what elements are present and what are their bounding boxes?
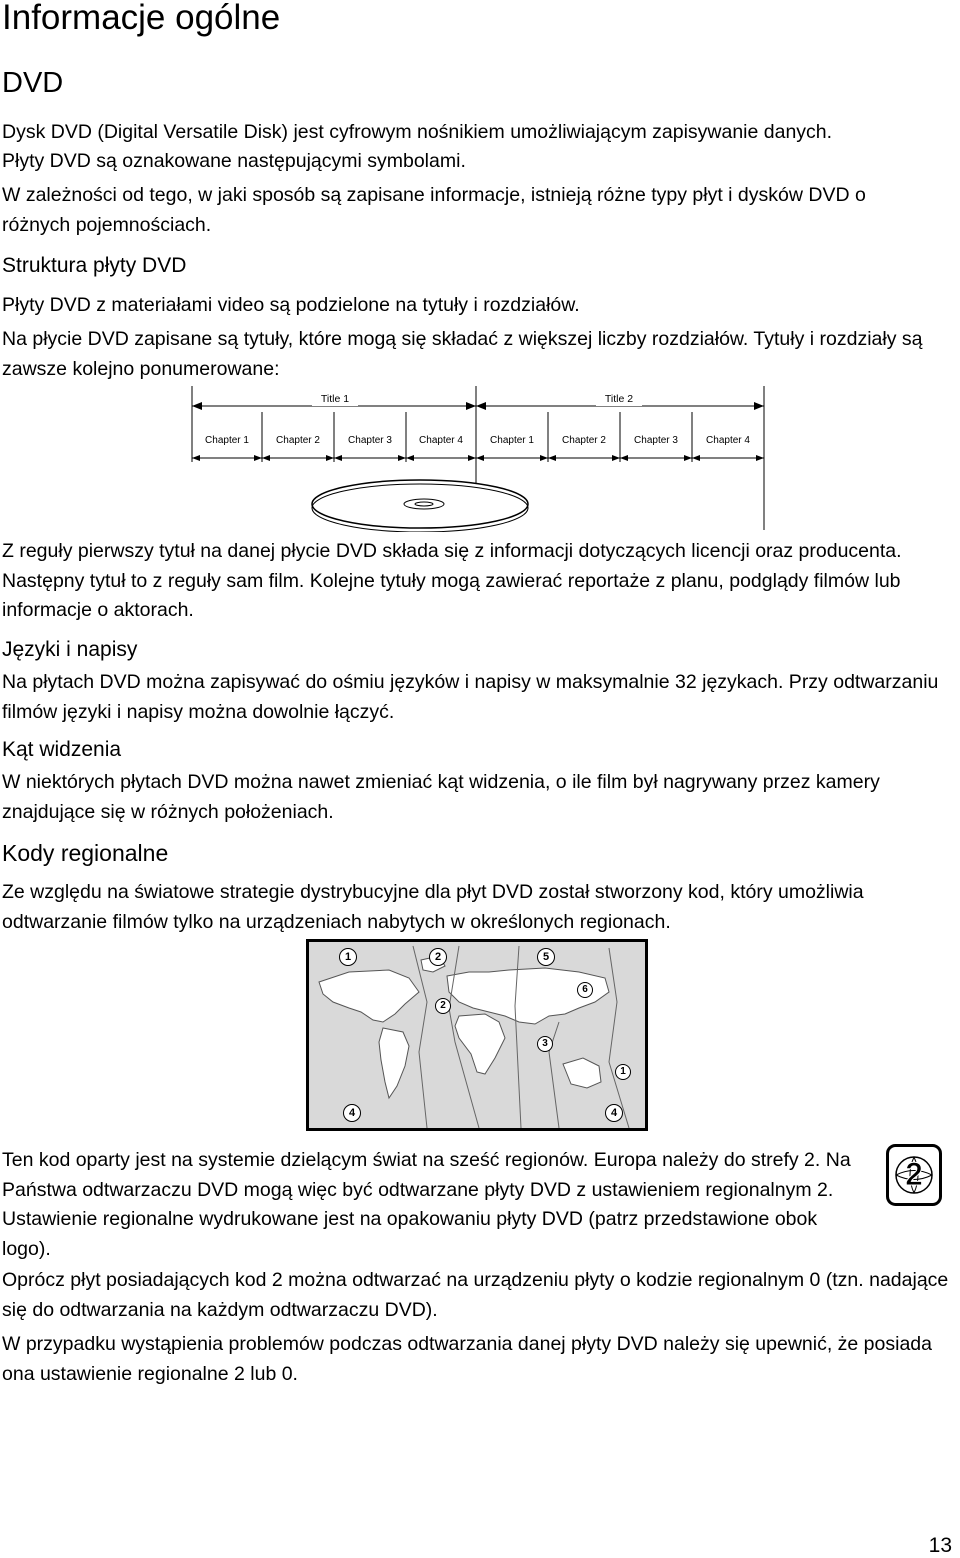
- region-marker: 4: [343, 1104, 361, 1122]
- regions-text: Ze względu na światowe strategie dystrybucyjne dla płyt DVD został stworzony kod, który umożliwia odtwarzanie filmów tylko na urządzeniach nabytych w określonych regionach.: [2, 881, 864, 933]
- region-2-logo: [886, 1144, 942, 1206]
- title-label-2: Title 2: [604, 393, 634, 405]
- region-zero-paragraph: Oprócz płyt posiadających kod 2 można odtwarzać na urządzeniu płyty o kodzie regionalnym 0 (tzn. nadające się do odtwarzania na każdym odtwarzaczu DVD).: [2, 1269, 949, 1321]
- structure-paragraph-2: Na płycie DVD zapisane są tytuły, które mogą się składać z większej liczby rozdziałów. Tytuły i rozdziały są zawsze kolejno ponumerowane:: [2, 328, 923, 380]
- page-number: 13: [928, 1534, 952, 1557]
- intro-paragraph-3: W zależności od tego, w jaki sposób są zapisane informacje, istnieją różne typy płyt i dysków DVD o różnych pojemnościach.: [2, 184, 866, 236]
- disc-illustration: [312, 462, 528, 532]
- languages-heading: Języki i napisy: [2, 638, 138, 661]
- angle-text: W niektórych płytach DVD można nawet zmieniać kąt widzenia, o ile film był nagrywany przez kamery znajdujące się w różnych położeniach.: [2, 771, 880, 823]
- region-marker: 2: [429, 948, 447, 966]
- intro-paragraph-2: Płyty DVD są oznakowane następującymi symbolami.: [2, 150, 466, 172]
- region-marker: 5: [537, 948, 555, 966]
- region-marker: 2: [435, 998, 451, 1014]
- chapter-label: Chapter 4: [419, 435, 463, 446]
- region-marker: 1: [615, 1064, 631, 1080]
- chapter-label: Chapter 1: [205, 435, 249, 446]
- chapter-label: Chapter 2: [276, 435, 320, 446]
- region-marker: 1: [339, 948, 357, 966]
- languages-text: Na płytach DVD można zapisywać do ośmiu języków i napisy w maksymalnie 32 językach. Przy odtwarzaniu filmów języki i napisy można dowolnie łączyć.: [2, 671, 939, 723]
- chapter-label: Chapter 1: [490, 435, 534, 446]
- chapter-row: [192, 412, 764, 462]
- region-logo-number: 2: [905, 1156, 923, 1192]
- chapter-label: Chapter 4: [706, 435, 750, 446]
- title-label-1: Title 1: [320, 393, 350, 405]
- regions-heading: Kody regionalne: [2, 840, 169, 866]
- region-code-paragraph: Ten kod oparty jest na systemie dzielącym świat na sześć regionów. Europa należy do strefy 2. Na Państwa odtwarzaczu DVD mogą więc być odtwarzane płyty DVD z ustawieniem regionalnym 2. Ustawienie regionalne wydrukowane jest na opakowaniu płyty DVD (patrz przedstawione obok logo).: [2, 1149, 851, 1260]
- intro-paragraph-1: Dysk DVD (Digital Versatile Disk) jest cyfrowym nośnikiem umożliwiającym zapisywanie danych.: [2, 121, 833, 143]
- region-marker: 6: [577, 982, 593, 998]
- region-problem-paragraph: W przypadku wystąpienia problemów podczas odtwarzania danej płyty DVD należy się upewnić, że posiada ona ustawienie regionalne 2 lub 0.: [2, 1333, 932, 1385]
- dvd-structure-diagram: [180, 380, 780, 532]
- structure-paragraph-1: Płyty DVD z materiałami video są podzielone na tytuły i rozdziałów.: [2, 294, 580, 316]
- chapter-label: Chapter 3: [348, 435, 392, 446]
- angle-heading: Kąt widzenia: [2, 738, 122, 761]
- structure-heading: Struktura płyty DVD: [2, 254, 187, 277]
- world-map-graphic: [309, 942, 645, 1128]
- region-marker: 4: [605, 1104, 623, 1122]
- region-marker: 3: [537, 1036, 553, 1052]
- region-map: [306, 939, 648, 1131]
- section-heading-dvd: DVD: [2, 67, 64, 99]
- titles-description: Z reguły pierwszy tytuł na danej płycie DVD składa się z informacji dotyczących licencji oraz producenta. Następny tytuł to z reguły sam film. Kolejne tytuły mogą zawierać reportaże z planu, podglądy filmów lub informacje o aktorach.: [2, 540, 902, 621]
- page-title: Informacje ogólne: [2, 0, 281, 37]
- chapter-label: Chapter 2: [562, 435, 606, 446]
- chapter-label: Chapter 3: [634, 435, 678, 446]
